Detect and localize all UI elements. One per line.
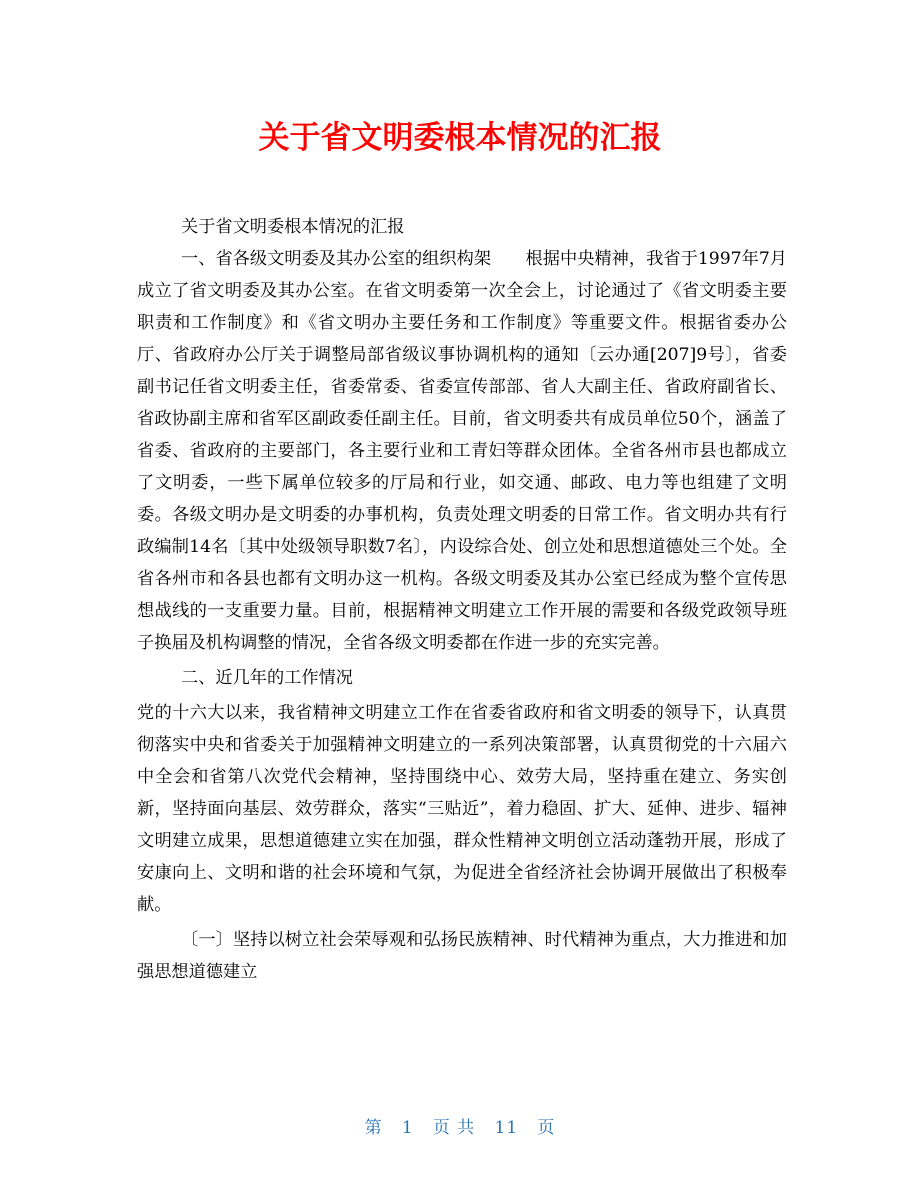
footer-label-of: 页 共 <box>432 1118 476 1138</box>
footer-label-end: 页 <box>537 1118 556 1138</box>
paragraph-subtitle: 关于省文明委根本情况的汇报 <box>181 217 405 237</box>
document-title: 关于省文明委根本情况的汇报 <box>258 120 662 156</box>
document-body <box>137 211 787 988</box>
footer-current-page: 1 <box>401 1118 414 1138</box>
footer-total-pages: 11 <box>494 1118 519 1138</box>
paragraph-section-heading: 二、近几年的工作情况 <box>181 668 353 688</box>
paragraph-subsection-one: 〔一〕坚持以树立社会荣辱观和弘扬民族精神、时代精神为重点，大力推进和加强思想道德建立 <box>137 930 787 982</box>
footer-label-page: 第 <box>364 1118 383 1138</box>
paragraph-organization: 一、省各级文明委及其办公室的组织构架 根据中央精神，我省于1997年7月成立了省文明委及其办公室。在省文明委第一次全会上，讨论通过了《省文明委主要职责和工作制度》和《省文明办主要任务和工作制度》等重要文件。根据省委办公厅、省政府办公厅关于调整局部省级议事协调机构的通知〔云办通[207]9号〕，省委副书记任省文明委主任，省委常委、省委宣传部部、省人大副主任、省政府副省长、省政协副主席和省军区副政委任副主任。目前，省文明委共有成员单位50个，涵盖了省委、省政府的主要部门，各主要行业和工青妇等群众团体。全省各州市县也都成立了文明委，一些下属单位较多的厅局和行业，如交通、邮政、电力等也组建了文明委。各级文明办是文明委的办事机构，负责处理文明委的日常工作。省文明办共有行政编制14名〔其中处级领导职数7名〕，内设综合处、创立处和思想道德处三个处。全省各州市和各县也都有文明办这一机构。各级文明委及其办公室已经成为整个宣传思想战线的一支重要力量。目前，根据精神文明建立工作开展的需要和各级党政领导班子换届及机构调整的情况，全省各级文明委都在作进一步的充实完善。 <box>137 249 787 653</box>
paragraph-work-overview: 党的十六大以来，我省精神文明建立工作在省委省政府和省文明委的领导下，认真贯彻落实中央和省委关于加强精神文明建立的一系列决策部署，认真贯彻党的十六届六中全会和省第八次党代会精神，坚持围绕中心、效劳大局，坚持重在建立、务实创新，坚持面向基层、效劳群众，落实“三贴近”，着力稳固、扩大、延伸、进步、辐神文明建立成果，思想道德建立实在加强，群众性精神文明创立活动蓬勃开展，形成了安康向上、文明和谐的社会环境和气氛，为促进全省经济社会协调开展做出了积极奉献。 <box>137 703 787 915</box>
page-footer <box>0 1113 920 1138</box>
